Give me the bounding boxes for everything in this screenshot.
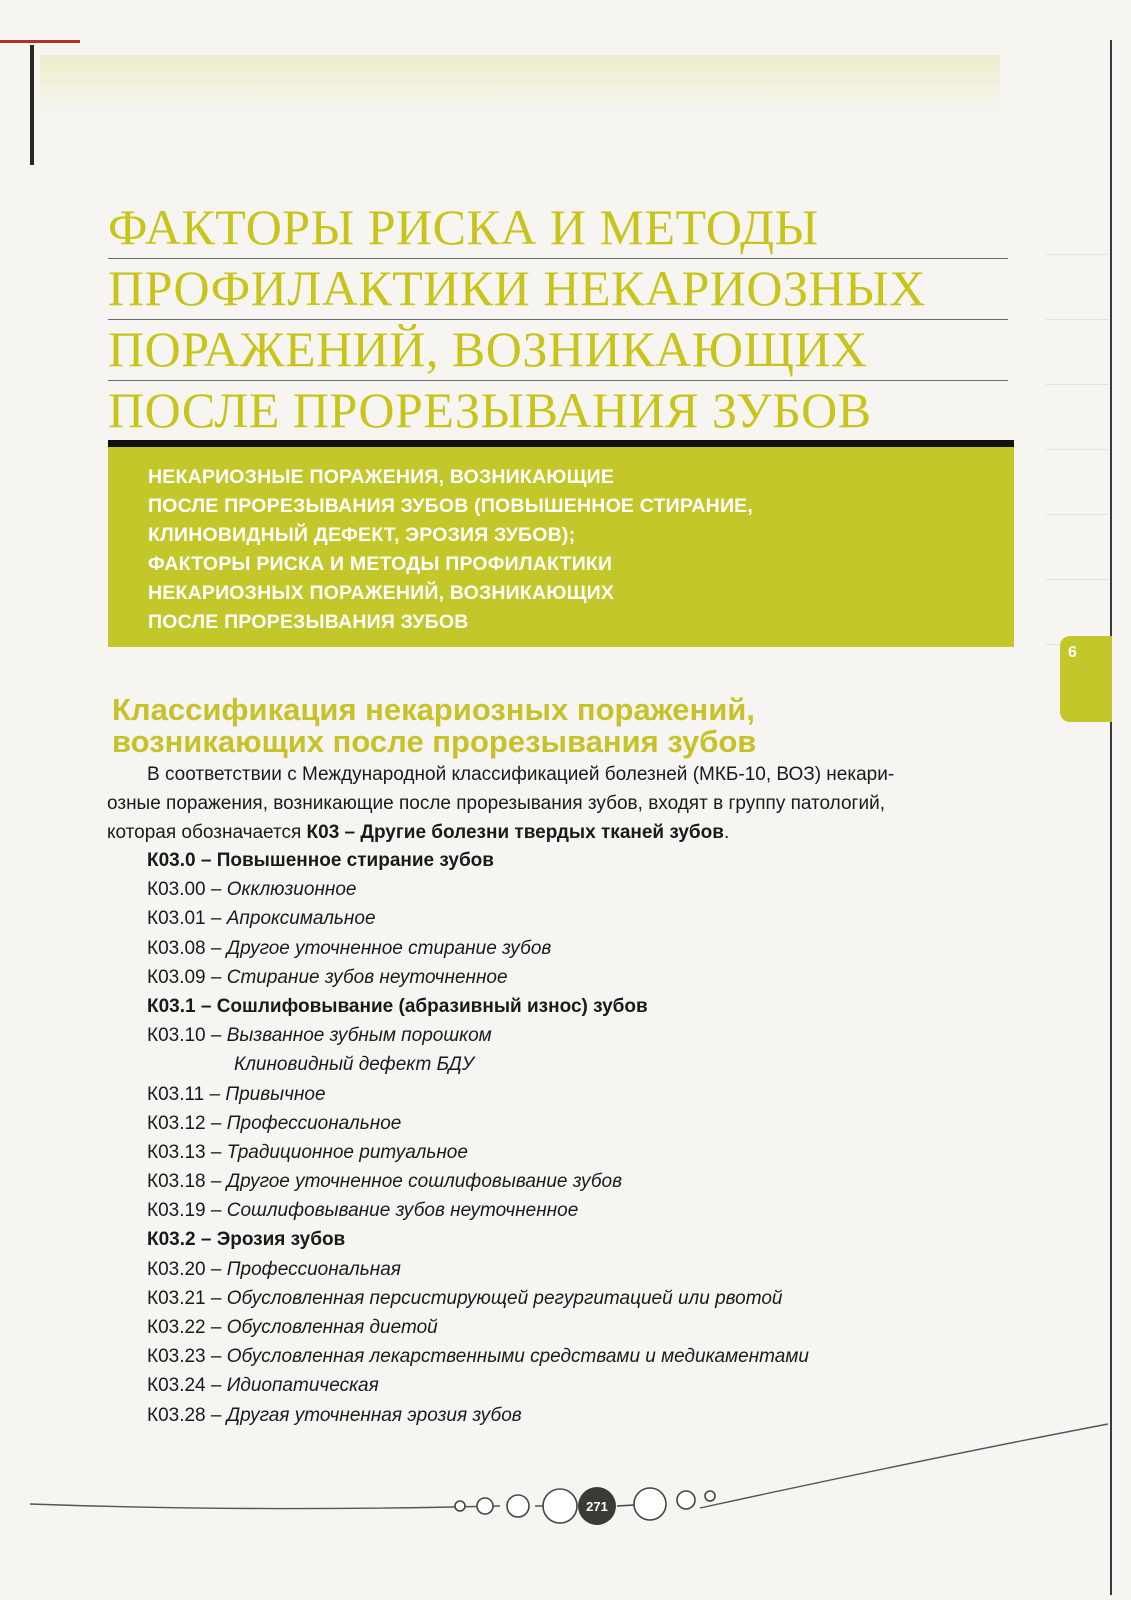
circle-dot — [677, 1491, 695, 1509]
code-item: К03.22 – Обусловленная диетой — [147, 1317, 438, 1338]
circle-dot — [455, 1501, 465, 1511]
code-item: К03.08 – Другое уточненное стирание зубов — [147, 937, 552, 959]
code-item: К03.00 – Окклюзионное — [147, 879, 357, 901]
intro-paragraph — [107, 760, 1017, 847]
code-group-heading: К03.2 – Эрозия зубов — [147, 1229, 346, 1251]
circle-dot — [634, 1488, 666, 1520]
code-description: Апроксимальное — [226, 908, 376, 930]
right-edge — [1110, 40, 1112, 1595]
code-item: К03.28 – Другая уточненная эрозия зубов — [147, 1404, 522, 1426]
code-number: К03.23 — [147, 1346, 206, 1368]
chapter-tab — [1060, 636, 1112, 722]
code-item: К03.01 – Апроксимальное — [147, 908, 376, 930]
code-group-heading: К03.1 – Сошлифовывание (абразивный износ) зубов — [147, 995, 648, 1017]
title-line: ПОСЛЕ ПРОРЕЗЫВАНИЯ ЗУБОВ — [108, 382, 872, 438]
code-number: К03.00 — [147, 879, 206, 901]
code-item: К03.10 – Вызванное зубным порошком — [147, 1025, 492, 1047]
chapter-title — [108, 198, 1008, 441]
code-number: К03.22 — [147, 1317, 206, 1338]
top-band — [40, 55, 1000, 115]
intro-line: озные поражения, возникающие после прорезывания зубов, входят в группу патологий, — [107, 793, 885, 814]
code-number: К03.08 — [147, 937, 206, 959]
code-number: К03.10 — [147, 1025, 206, 1047]
code-number: К03.20 — [147, 1258, 206, 1280]
highlight-line: КЛИНОВИДНЫЙ ДЕФЕКТ, ЭРОЗИЯ ЗУБОВ); — [148, 524, 576, 546]
section-heading-line: возникающих после прорезывания зубов — [112, 724, 757, 759]
code-description: Традиционное ритуальное — [226, 1141, 468, 1163]
title-line: ПРОФИЛАКТИКИ НЕКАРИОЗНЫХ — [108, 259, 1008, 320]
code-item: К03.18 – Другое уточненное сошлифовывание зубов — [147, 1171, 623, 1193]
code-number: К03.01 — [147, 908, 206, 930]
title-line: ПОРАЖЕНИЙ, ВОЗНИКАЮЩИХ — [108, 320, 1008, 381]
circle-dot — [543, 1489, 577, 1523]
code-number: К03.13 — [147, 1141, 206, 1163]
code-number: К03.24 — [147, 1375, 206, 1397]
code-item: К03.19 – Сошлифовывание зубов неуточненное — [147, 1200, 579, 1222]
code-item: К03.11 – Привычное — [147, 1083, 326, 1105]
code-description: Обусловленная лекарственными средствами и медикаментами — [226, 1346, 809, 1368]
highlight-text — [148, 463, 753, 637]
code-description: Сошлифовывание зубов неуточненное — [226, 1200, 579, 1222]
code-description: Идиопатическая — [226, 1375, 379, 1397]
left-curve — [30, 1504, 500, 1509]
corner-mark — [0, 40, 80, 43]
code-item: К03.13 – Традиционное ритуальное — [147, 1141, 468, 1163]
highlight-line: ПОСЛЕ ПРОРЕЗЫВАНИЯ ЗУБОВ — [148, 611, 469, 633]
intro-line: В соответствии с Международной классификацией болезней (МКБ-10, ВОЗ) некари- — [147, 764, 895, 785]
code-list — [147, 846, 1007, 1430]
code-description: Другое уточненное стирание зубов — [226, 937, 552, 959]
intro-text: . — [723, 822, 730, 843]
section-heading — [112, 694, 1012, 758]
code-item: К03.20 – Профессиональная — [147, 1258, 401, 1280]
code-item: К03.23 – Обусловленная лекарственными средствами и медикаментами — [147, 1346, 809, 1368]
bottom-decoration — [0, 1420, 1131, 1600]
code-number: К03.11 — [147, 1083, 205, 1105]
code-item: К03.12 – Профессиональное — [147, 1112, 402, 1134]
code-item-continuation — [147, 1050, 1007, 1079]
highlight-top-bar — [108, 440, 1014, 447]
highlight-line: ПОСЛЕ ПРОРЕЗЫВАНИЯ ЗУБОВ (ПОВЫШЕННОЕ СТИРАНИЕ, — [148, 495, 753, 517]
code-description: Обусловленная диетой — [226, 1317, 438, 1338]
code-description: Окклюзионное — [226, 879, 357, 901]
circle-dot — [507, 1495, 529, 1517]
code-number: К03.19 — [147, 1200, 206, 1222]
highlight-line: ФАКТОРЫ РИСКА И МЕТОДЫ ПРОФИЛАКТИКИ — [148, 553, 613, 575]
right-curve — [700, 1424, 1108, 1508]
left-edge — [30, 45, 34, 165]
circle-dot — [477, 1498, 493, 1514]
code-description: Клиновидный дефект БДУ — [234, 1054, 475, 1076]
code-description: Профессиональное — [226, 1112, 402, 1134]
side-lines — [1046, 190, 1108, 645]
code-description: Стирание зубов неуточненное — [226, 966, 508, 988]
code-group-heading: К03.0 – Повышенное стирание зубов — [147, 850, 494, 871]
code-description: Другая уточненная эрозия зубов — [226, 1404, 522, 1426]
code-description: Привычное — [225, 1083, 326, 1105]
page-number: 271 — [586, 1499, 608, 1514]
code-description: Обусловленная персистирующей регургитацией или рвотой — [226, 1287, 783, 1309]
code-number: К03.28 — [147, 1404, 206, 1426]
highlight-line: НЕКАРИОЗНЫЕ ПОРАЖЕНИЯ, ВОЗНИКАЮЩИЕ — [148, 466, 615, 488]
code-item: К03.24 – Идиопатическая — [147, 1375, 379, 1397]
title-line: ФАКТОРЫ РИСКА И МЕТОДЫ — [108, 198, 1008, 259]
intro-bold-text: К03 – Другие болезни твердых тканей зубов — [306, 822, 724, 843]
code-item: К03.09 – Стирание зубов неуточненное — [147, 966, 508, 988]
circle-dot — [705, 1491, 715, 1501]
code-number: К03.18 — [147, 1171, 206, 1193]
intro-line — [107, 818, 1017, 847]
intro-text: которая обозначается — [107, 822, 307, 843]
code-number: К03.09 — [147, 966, 206, 988]
section-heading-line: Классификация некариозных поражений, — [112, 692, 755, 727]
chapter-tab-label: 6 — [1068, 644, 1077, 661]
code-description: Другое уточненное сошлифовывание зубов — [226, 1171, 623, 1193]
code-description: Профессиональная — [226, 1258, 401, 1280]
code-description: Вызванное зубным порошком — [226, 1025, 492, 1047]
code-number: К03.12 — [147, 1112, 206, 1134]
code-number: К03.21 — [147, 1287, 206, 1309]
highlight-line: НЕКАРИОЗНЫХ ПОРАЖЕНИЙ, ВОЗНИКАЮЩИХ — [148, 582, 615, 604]
code-item: К03.21 – Обусловленная персистирующей регургитацией или рвотой — [147, 1287, 783, 1309]
